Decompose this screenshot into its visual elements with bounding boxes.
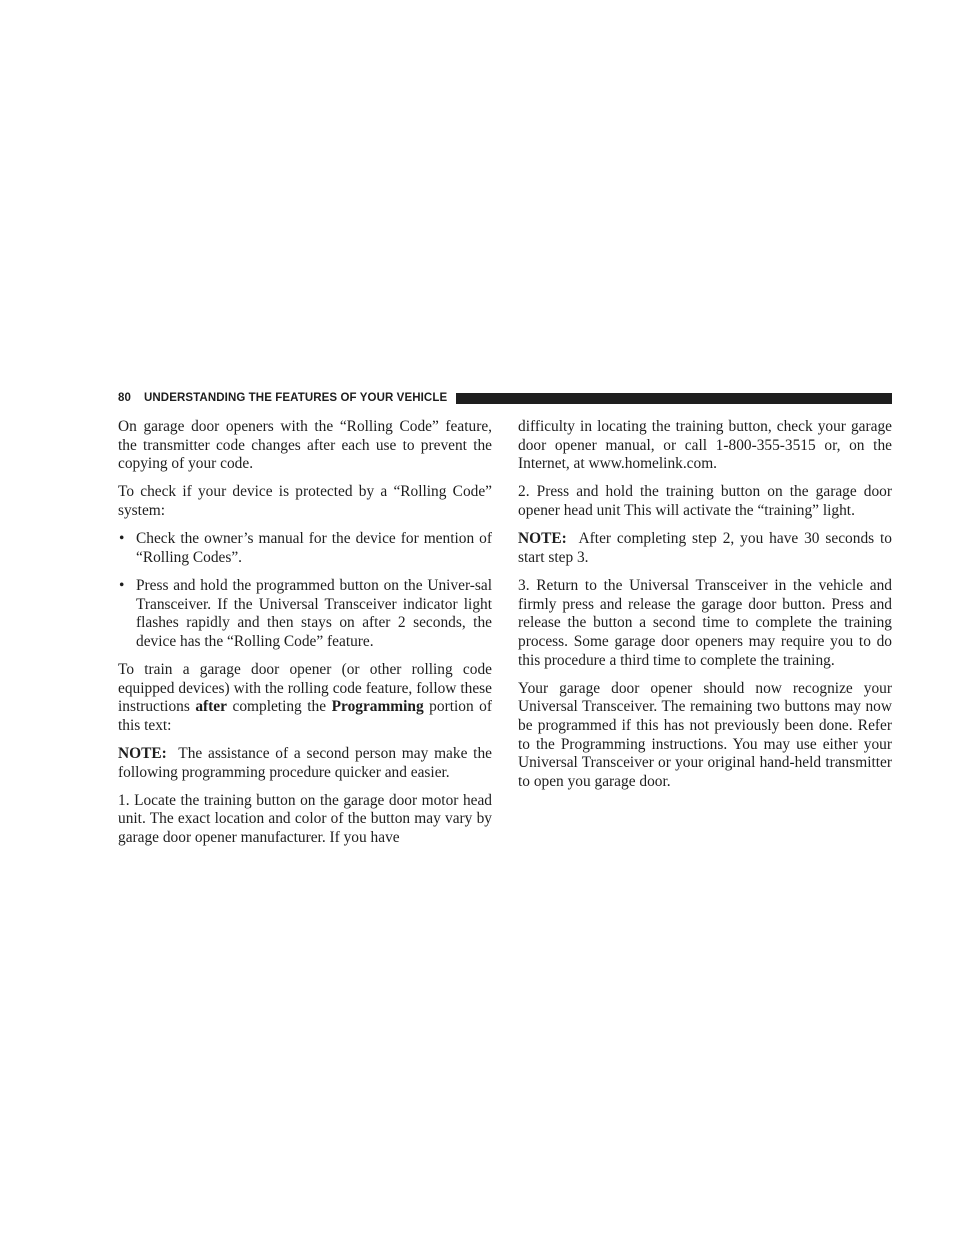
note-text: The assistance of a second person may make the following programming procedure quicker and easier. <box>118 745 492 781</box>
section-title: UNDERSTANDING THE FEATURES OF YOUR VEHICLE <box>144 392 448 404</box>
emphasis-after: after <box>195 698 227 716</box>
closing-paragraph: Your garage door opener should now recognize your Universal Transceiver. The remaining two buttons may now be programmed if this has not previously been done. Refer to the Programming instructions. You may use either your Universal Transceiver or your original hand-held transmitter to open you garage door. <box>518 679 892 791</box>
right-column <box>518 418 892 801</box>
page-header <box>118 390 892 406</box>
header-rule <box>456 393 892 404</box>
step-2: 2. Press and hold the training button on the garage door opener head unit This will activate the “training” light. <box>518 483 892 520</box>
step-1: 1. Locate the training button on the garage door motor head unit. The exact location and color of the button may vary by garage door opener manufacturer. If you have <box>118 791 492 847</box>
note-second-person <box>118 745 492 782</box>
training-intro <box>118 661 492 736</box>
training-intro-text-b: completing the <box>226 698 332 716</box>
emphasis-programming: Programming <box>331 698 424 716</box>
note-label: NOTE: <box>518 530 567 548</box>
training-intro-text-c: portion of this text: <box>118 698 492 735</box>
check-list <box>118 530 492 652</box>
note-label: NOTE: <box>118 745 167 763</box>
list-item: • Press and hold the programmed button on the Univer-sal Transceiver. If the Universal Transceiver indicator light flashes rapidly and then stays on after 2 seconds, the device has the “Rolling Code” feature. <box>118 577 492 652</box>
note-thirty-seconds <box>518 530 892 567</box>
step-1-continued: difficulty in locating the training button, check your garage door opener manual, or call 1-800-355-3515 or, on the Internet, at www.homelink.com. <box>518 418 892 473</box>
note-text: After completing step 2, you have 30 seconds to start step 3. <box>518 530 892 566</box>
check-device-intro: To check if your device is protected by a “Rolling Code” system: <box>118 483 492 520</box>
rolling-code-intro: On garage door openers with the “Rolling Code” feature, the transmitter code changes after each use to prevent the copying of your code. <box>118 418 492 473</box>
training-intro-text-a: To train a garage door opener (or other rolling code equipped devices) with the rolling code feature, follow these instructions <box>118 660 492 716</box>
page-number: 80 <box>118 392 131 404</box>
list-item: • Check the owner’s manual for the device for mention of “Rolling Codes”. <box>118 530 492 567</box>
step-3: 3. Return to the Universal Transceiver in the vehicle and firmly press and release the garage door button. Press and release the button a second time to complete the training process. Some garage door openers may require you to do this procedure a third time to complete the training. <box>518 576 892 669</box>
left-column <box>118 418 492 848</box>
